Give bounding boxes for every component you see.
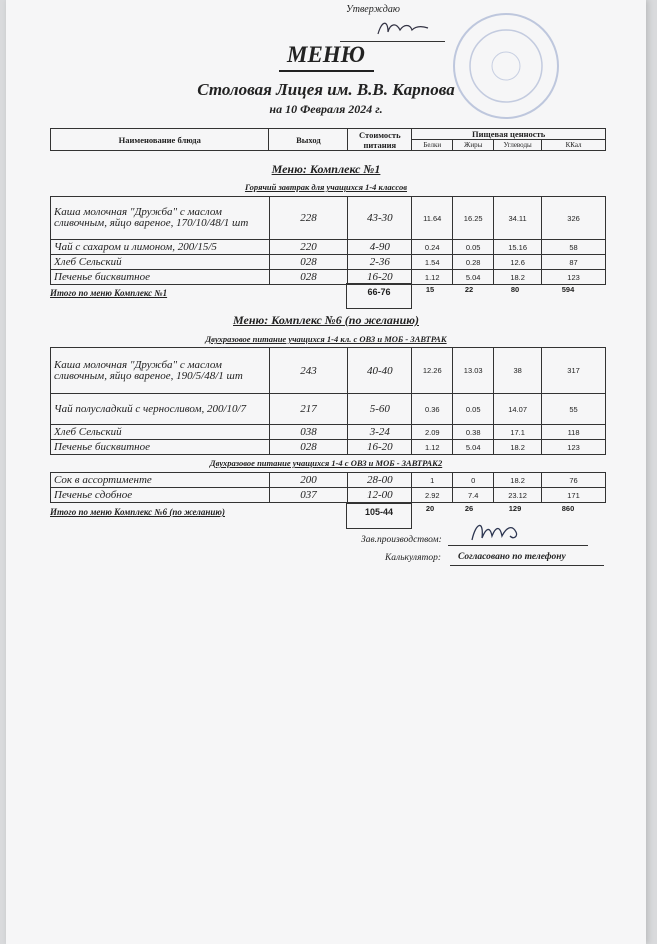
dish-output: 037 <box>269 488 348 503</box>
dish-cost: 2-36 <box>348 255 412 270</box>
complex6-subtitle2: Двухразовое питание учащихся 1-4 с ОВЗ и МОБ - ЗАВТРАК2 <box>209 458 443 468</box>
dish-carbs: 14.07 <box>494 394 542 425</box>
dish-carbs: 34.11 <box>494 197 542 240</box>
calculator-label: Калькулятор: <box>385 553 442 563</box>
complex1-total-fats: 22 <box>464 285 474 294</box>
complex1-title: Меню: Комплекс №1 <box>271 162 381 176</box>
dish-kcal: 317 <box>542 348 606 394</box>
dish-cost: 40-40 <box>348 348 412 394</box>
col-header-nutrition: Пищевая ценность <box>412 129 606 140</box>
dish-kcal: 326 <box>542 197 606 240</box>
calculator-underline <box>450 565 604 566</box>
col-header-cost: Стоимость питания <box>348 129 412 151</box>
table-row <box>51 255 606 270</box>
complex1-total-carbs: 80 <box>510 285 520 294</box>
dish-cost: 43-30 <box>348 197 412 240</box>
title-underline <box>279 70 374 72</box>
menu-sheet <box>6 0 646 944</box>
menu-date: на 10 Февраля 2024 г. <box>269 102 383 116</box>
dish-carbs: 23.12 <box>494 488 542 503</box>
dish-output: 028 <box>269 270 348 285</box>
dish-name: Каша молочная "Дружба" с маслом сливочным, яйцо вареное, 190/5/48/1 шт <box>51 348 270 394</box>
complex6-title: Меню: Комплекс №6 (по желанию) <box>233 313 419 327</box>
complex1-total-cost: 66-76 <box>346 283 412 309</box>
col-header-output: Выход <box>269 129 348 151</box>
col-header-kcal: ККал <box>542 140 606 151</box>
dish-kcal: 58 <box>542 240 606 255</box>
dish-carbs: 18.2 <box>494 440 542 455</box>
dish-fats: 0 <box>453 473 494 488</box>
dish-name: Печенье бисквитное <box>51 440 270 455</box>
complex6-total-cost: 105-44 <box>346 503 412 529</box>
dish-output: 200 <box>269 473 348 488</box>
dish-fats: 7.4 <box>453 488 494 503</box>
complex1-total-kcal: 594 <box>561 285 575 294</box>
dish-fats: 13.03 <box>453 348 494 394</box>
dish-fats: 0.05 <box>453 240 494 255</box>
director-signature <box>374 14 434 42</box>
dish-proteins: 12.26 <box>412 348 453 394</box>
dish-carbs: 15.16 <box>494 240 542 255</box>
dish-carbs: 12.6 <box>494 255 542 270</box>
complex6-table2 <box>50 472 606 503</box>
dish-kcal: 123 <box>542 440 606 455</box>
dish-cost: 3-24 <box>348 425 412 440</box>
complex1-subtitle: Горячий завтрак для учащихся 1-4 классов <box>244 182 408 192</box>
dish-cost: 5-60 <box>348 394 412 425</box>
dish-name: Чай полусладкий с черносливом, 200/10/7 <box>51 394 270 425</box>
complex1-total-label: Итого по меню Комплекс №1 <box>50 288 168 298</box>
dish-cost: 16-20 <box>348 270 412 285</box>
col-header-carbs: Углеводы <box>494 140 542 151</box>
complex6-subtitle: Двухразовое питание учащихся 1-4 кл. с ОВЗ и МОБ - ЗАВТРАК <box>205 334 447 344</box>
table-row <box>51 473 606 488</box>
dish-kcal: 123 <box>542 270 606 285</box>
dish-proteins: 2.92 <box>412 488 453 503</box>
dish-cost: 16-20 <box>348 440 412 455</box>
dish-output: 028 <box>269 255 348 270</box>
dish-fats: 16.25 <box>453 197 494 240</box>
table-row <box>51 348 606 394</box>
dish-kcal: 76 <box>542 473 606 488</box>
dish-proteins: 1 <box>412 473 453 488</box>
production-manager-signature <box>466 514 526 546</box>
complex1-table <box>50 196 606 285</box>
dish-cost: 4-90 <box>348 240 412 255</box>
production-manager-label: Зав.производством: <box>361 535 442 545</box>
table-row <box>51 270 606 285</box>
table-row <box>51 440 606 455</box>
col-header-name: Наименование блюда <box>51 129 269 151</box>
canteen-name: Столовая Лицея им. В.В. Карпова <box>197 80 455 99</box>
dish-name: Печенье бисквитное <box>51 270 270 285</box>
dish-proteins: 11.64 <box>412 197 453 240</box>
dish-kcal: 118 <box>542 425 606 440</box>
menu-header-table <box>50 128 606 151</box>
page-title: МЕНЮ <box>287 42 365 67</box>
approval-label: Утверждаю <box>346 4 400 15</box>
dish-proteins: 0.24 <box>412 240 453 255</box>
complex6-total-proteins: 20 <box>425 504 435 513</box>
complex6-total-kcal: 860 <box>561 504 575 513</box>
dish-name: Сок в ассортименте <box>51 473 270 488</box>
complex6-table <box>50 347 606 455</box>
dish-output: 217 <box>269 394 348 425</box>
calculator-value: Согласовано по телефону <box>458 552 566 562</box>
table-row <box>51 197 606 240</box>
dish-proteins: 1.12 <box>412 270 453 285</box>
dish-name: Чай с сахаром и лимоном, 200/15/5 <box>51 240 270 255</box>
dish-output: 220 <box>269 240 348 255</box>
dish-output: 028 <box>269 440 348 455</box>
table-row <box>51 488 606 503</box>
dish-fats: 5.04 <box>453 270 494 285</box>
dish-cost: 12-00 <box>348 488 412 503</box>
dish-output: 228 <box>269 197 348 240</box>
dish-name: Хлеб Сельский <box>51 425 270 440</box>
dish-proteins: 2.09 <box>412 425 453 440</box>
col-header-proteins: Белки <box>412 140 453 151</box>
dish-fats: 0.05 <box>453 394 494 425</box>
complex6-total-carbs: 129 <box>508 504 522 513</box>
dish-name: Печенье сдобное <box>51 488 270 503</box>
dish-cost: 28-00 <box>348 473 412 488</box>
dish-kcal: 171 <box>542 488 606 503</box>
complex6-total-label: Итого по меню Комплекс №6 (по желанию) <box>50 507 225 517</box>
dish-fats: 5.04 <box>453 440 494 455</box>
dish-carbs: 18.2 <box>494 473 542 488</box>
dish-carbs: 18.2 <box>494 270 542 285</box>
dish-carbs: 17.1 <box>494 425 542 440</box>
dish-kcal: 55 <box>542 394 606 425</box>
dish-proteins: 1.12 <box>412 440 453 455</box>
dish-name: Каша молочная "Дружба" с маслом сливочным, яйцо вареное, 170/10/48/1 шт <box>51 197 270 240</box>
dish-proteins: 0.36 <box>412 394 453 425</box>
dish-name: Хлеб Сельский <box>51 255 270 270</box>
dish-proteins: 1.54 <box>412 255 453 270</box>
col-header-fats: Жиры <box>453 140 494 151</box>
dish-output: 038 <box>269 425 348 440</box>
table-row <box>51 240 606 255</box>
dish-fats: 0.28 <box>453 255 494 270</box>
dish-kcal: 87 <box>542 255 606 270</box>
complex1-total-proteins: 15 <box>425 285 435 294</box>
dish-fats: 0.38 <box>453 425 494 440</box>
table-row <box>51 425 606 440</box>
dish-output: 243 <box>269 348 348 394</box>
table-row <box>51 394 606 425</box>
dish-carbs: 38 <box>494 348 542 394</box>
complex6-total-fats: 26 <box>464 504 474 513</box>
